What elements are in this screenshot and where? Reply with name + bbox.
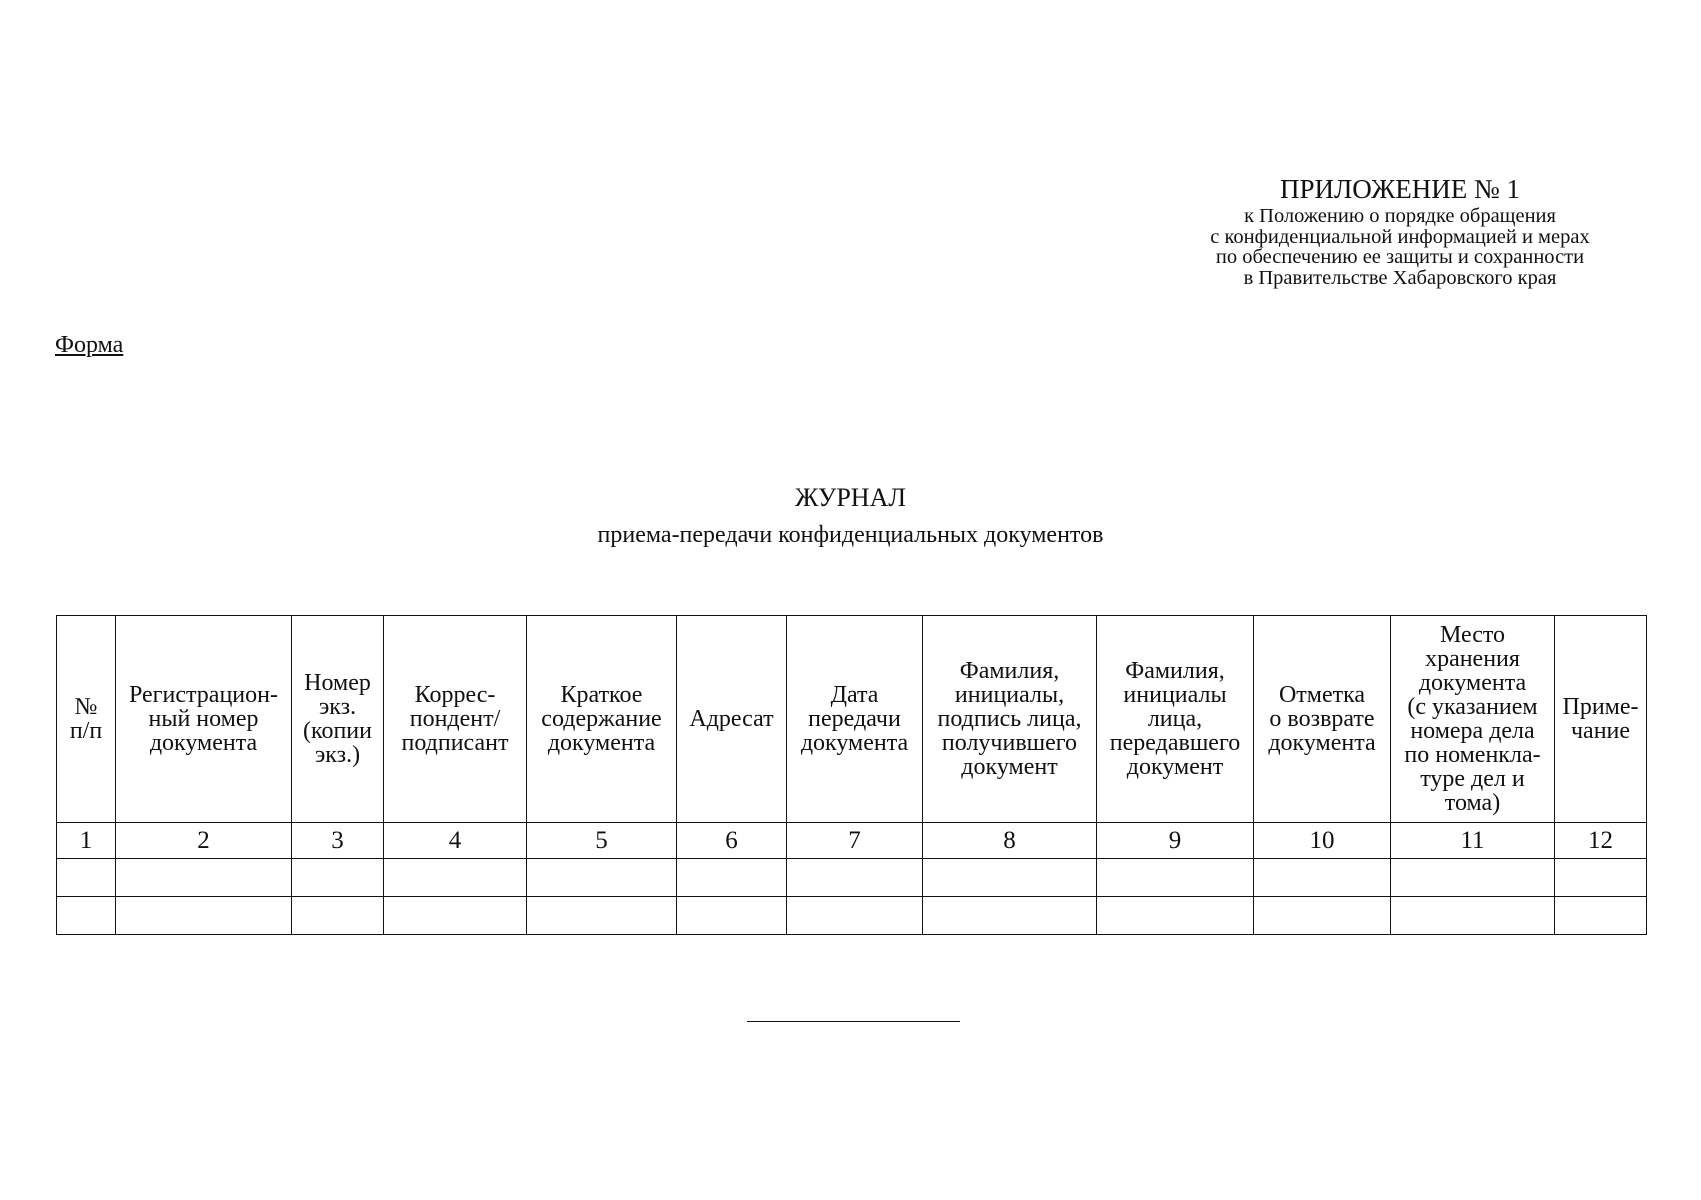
column-header-line: Место <box>1439 622 1506 648</box>
empty-cell[interactable] <box>1555 897 1647 935</box>
document-subtitle: приема-передачи конфиденциальных документов <box>597 522 1104 548</box>
column-header-line: туре дел и <box>1420 766 1525 792</box>
column-header <box>1555 616 1647 823</box>
column-header-line: экз.) <box>314 742 361 768</box>
empty-cell[interactable] <box>1254 897 1391 935</box>
column-header <box>292 616 384 823</box>
column-header <box>1097 616 1254 823</box>
appendix-line: к Положению о порядке обращения <box>1244 205 1556 227</box>
column-header <box>527 616 677 823</box>
column-header-line: Приме- <box>1562 694 1639 720</box>
table-header-row <box>57 616 1647 823</box>
empty-cell[interactable] <box>1254 859 1391 897</box>
form-label: Форма <box>55 332 124 358</box>
appendix-line: с конфиденциальной информацией и мерах <box>1210 225 1590 248</box>
column-header-line: Отметка <box>1278 682 1366 708</box>
column-header-line: Коррес- <box>414 682 496 708</box>
empty-cell[interactable] <box>292 859 384 897</box>
column-header-line: Адресат <box>689 706 774 732</box>
column-number: 11 <box>1391 823 1555 859</box>
column-header-line: ный номер <box>148 706 259 732</box>
column-header-line: подпись лица, <box>937 706 1082 732</box>
column-number: 1 <box>57 823 116 859</box>
column-header-line: документа <box>1418 670 1527 696</box>
column-header-line: Дата <box>830 682 879 708</box>
column-header-line: лица, <box>1147 706 1203 732</box>
column-header-line: Краткое <box>560 682 643 708</box>
column-header-line: пондент/ <box>409 706 501 732</box>
empty-cell[interactable] <box>1555 859 1647 897</box>
column-header-line: экз. <box>318 694 357 720</box>
journal-table <box>56 615 1647 935</box>
column-header-line: тома) <box>1444 790 1501 816</box>
empty-cell[interactable] <box>527 897 677 935</box>
empty-cell[interactable] <box>787 859 923 897</box>
appendix-line: по обеспечению ее защиты и сохранности <box>1215 246 1585 268</box>
column-header-line: (копии <box>303 718 372 744</box>
empty-cell[interactable] <box>116 897 292 935</box>
column-number: 4 <box>384 823 527 859</box>
column-header <box>923 616 1097 823</box>
empty-cell[interactable] <box>116 859 292 897</box>
column-header-line: чание <box>1570 718 1631 744</box>
footer-line <box>747 1021 960 1022</box>
column-header-line: документ <box>1126 754 1224 780</box>
column-header-line: № <box>74 694 98 720</box>
column-header-line: содержание <box>541 706 662 732</box>
column-header-line: хранения <box>1425 646 1520 672</box>
empty-cell[interactable] <box>1097 859 1254 897</box>
empty-cell[interactable] <box>787 897 923 935</box>
column-header-line: документ <box>961 754 1058 780</box>
empty-cell[interactable] <box>1097 897 1254 935</box>
column-header-line: инициалы, <box>954 682 1065 708</box>
column-header <box>384 616 527 823</box>
column-header-line: документа <box>1268 730 1376 756</box>
empty-cell[interactable] <box>923 859 1097 897</box>
appendix-title: ПРИЛОЖЕНИЕ № 1 <box>1279 174 1521 204</box>
empty-cell[interactable] <box>527 859 677 897</box>
column-header-line: инициалы <box>1123 682 1227 708</box>
appendix-block <box>1150 172 1650 288</box>
empty-cell[interactable] <box>1391 859 1555 897</box>
empty-cell[interactable] <box>384 859 527 897</box>
column-number: 3 <box>292 823 384 859</box>
column-header-line: передачи <box>808 706 901 732</box>
document-title: ЖУРНАЛ <box>795 483 906 512</box>
column-header-line: документа <box>800 730 909 756</box>
empty-cell[interactable] <box>57 897 116 935</box>
empty-cell[interactable] <box>677 897 787 935</box>
empty-cell[interactable] <box>923 897 1097 935</box>
empty-cell[interactable] <box>57 859 116 897</box>
column-header-line: Фамилия, <box>1125 658 1225 684</box>
column-header-line: документа <box>149 730 258 756</box>
column-header-line: документа <box>547 730 656 756</box>
column-number: 9 <box>1097 823 1254 859</box>
appendix-line: в Правительстве Хабаровского края <box>1243 266 1557 289</box>
column-number: 12 <box>1555 823 1647 859</box>
column-header-line: передавшего <box>1109 730 1241 756</box>
column-number: 8 <box>923 823 1097 859</box>
column-header-line: подписант <box>401 730 509 756</box>
column-header-line: Регистрацион- <box>129 682 278 708</box>
column-header <box>787 616 923 823</box>
column-header-line: п/п <box>69 718 103 744</box>
column-header-line: о возврате <box>1269 706 1375 732</box>
column-header <box>1391 616 1555 823</box>
table-row <box>57 897 1647 935</box>
column-number: 6 <box>677 823 787 859</box>
column-number: 7 <box>787 823 923 859</box>
column-header-line: (с указанием <box>1407 694 1538 720</box>
empty-cell[interactable] <box>1391 897 1555 935</box>
column-header-line: номера дела <box>1410 718 1535 744</box>
empty-cell[interactable] <box>384 897 527 935</box>
column-header-line: Номер <box>304 670 371 696</box>
column-header <box>1254 616 1391 823</box>
column-header <box>57 616 116 823</box>
table-row <box>57 859 1647 897</box>
column-header-line: Фамилия, <box>959 658 1060 684</box>
column-header <box>116 616 292 823</box>
column-number: 5 <box>527 823 677 859</box>
column-header <box>677 616 787 823</box>
column-number: 10 <box>1254 823 1391 859</box>
empty-cell[interactable] <box>292 897 384 935</box>
column-number: 2 <box>116 823 292 859</box>
empty-cell[interactable] <box>677 859 787 897</box>
column-header-line: получившего <box>941 730 1078 756</box>
column-header-line: по номенкла- <box>1404 742 1541 768</box>
column-number-row <box>57 823 1647 859</box>
